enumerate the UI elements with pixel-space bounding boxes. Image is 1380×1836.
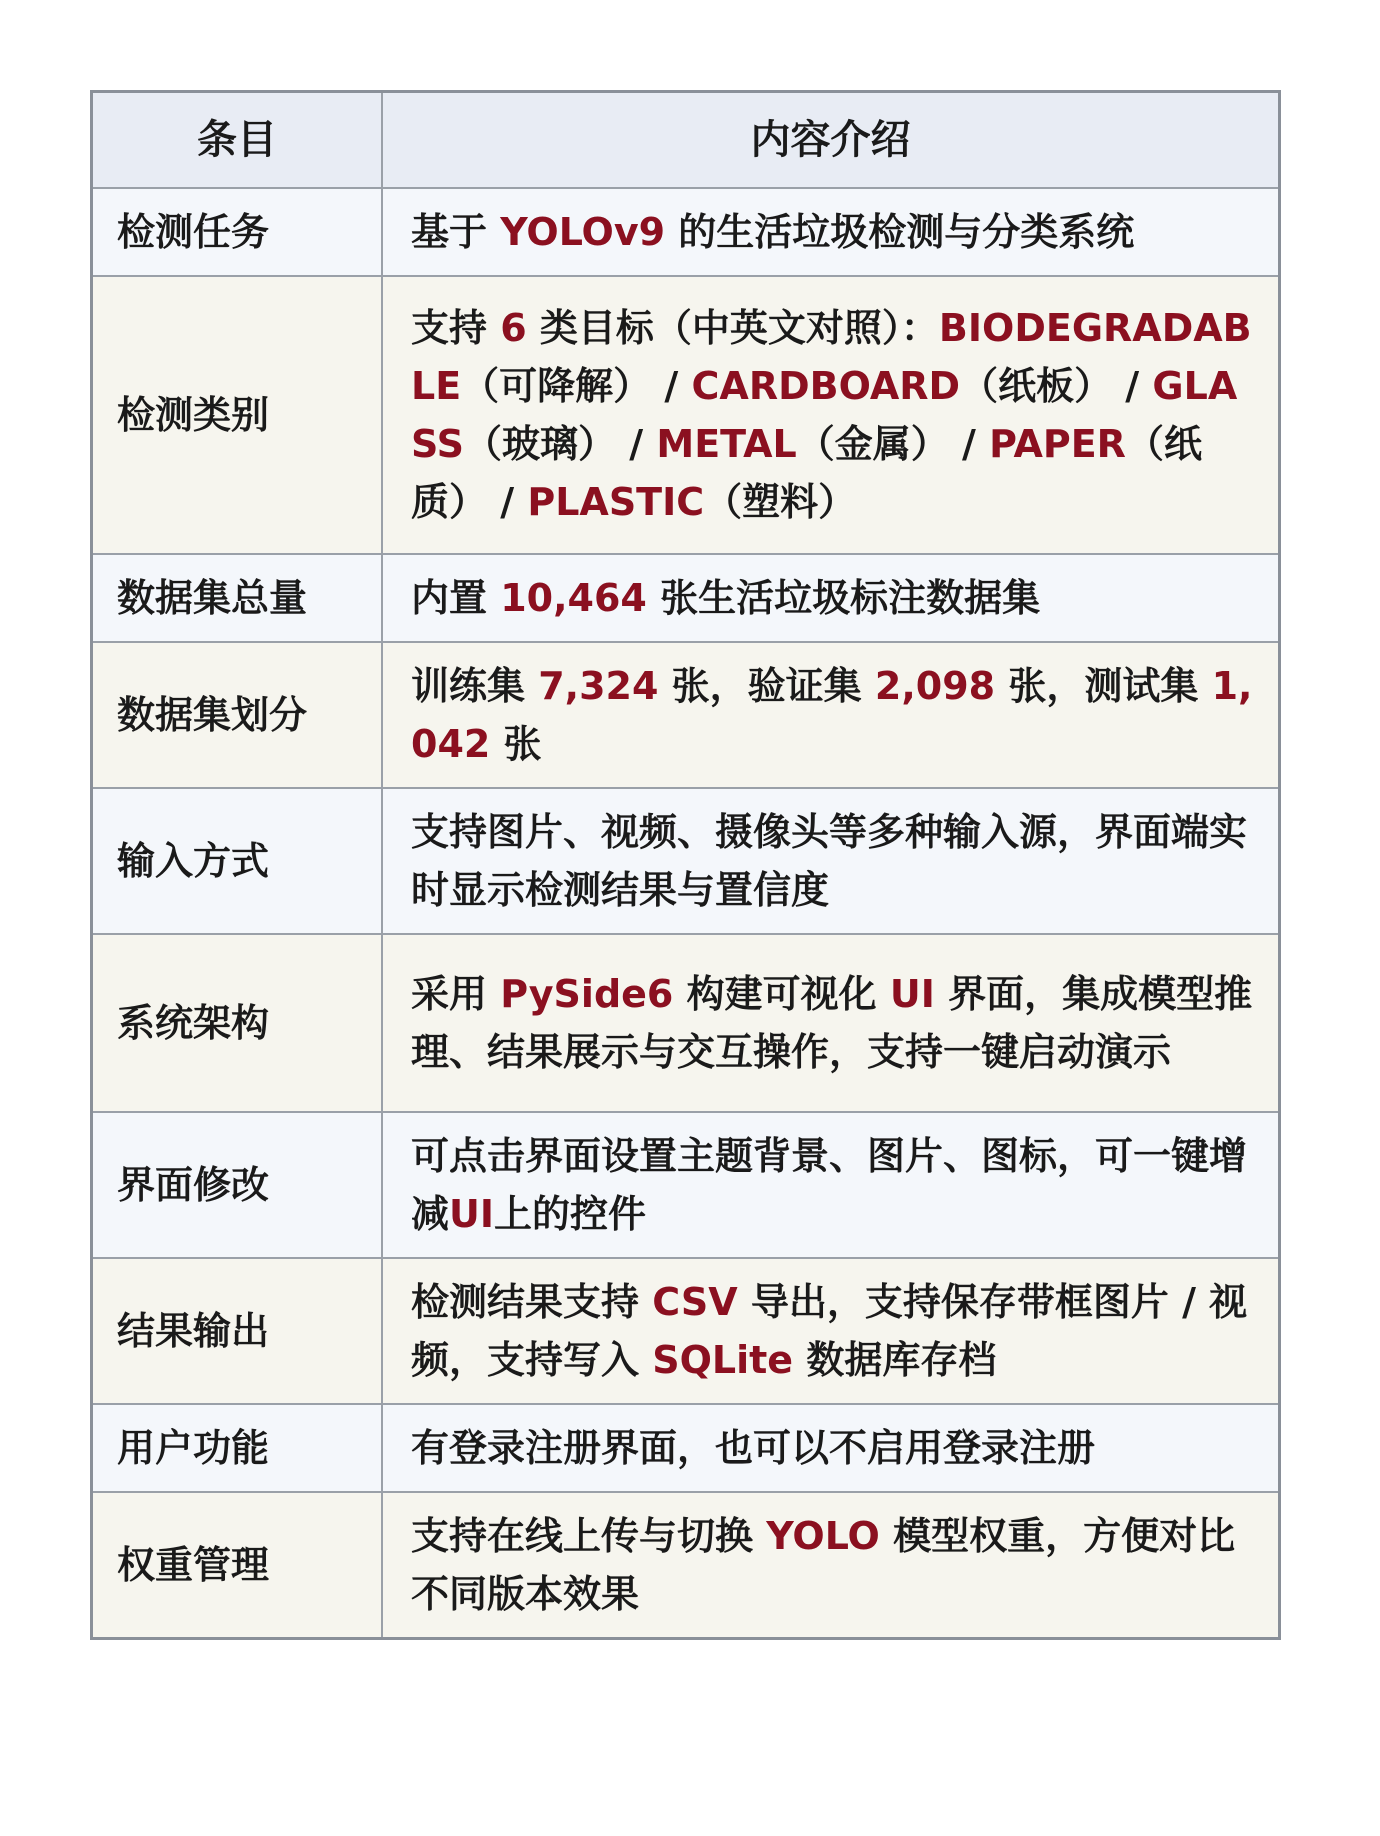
content-text: 采用 bbox=[411, 972, 501, 1016]
content-text: （塑料） bbox=[704, 480, 857, 524]
highlight-text: PAPER bbox=[989, 422, 1126, 466]
content-text: 界面，集成模型推理、结果展示与交互操作，支持一键启动演示 bbox=[411, 972, 1253, 1074]
row-item-label: 检测任务 bbox=[92, 188, 383, 276]
row-item-label: 用户功能 bbox=[92, 1404, 383, 1492]
row-content bbox=[382, 1258, 1280, 1404]
table-header-row bbox=[92, 92, 1280, 189]
content-text: 类目标（中英文对照）： bbox=[526, 306, 939, 350]
content-text: 支持图片、视频、摄像头等多种输入源，界面端实时显示检测结果与置信度 bbox=[411, 810, 1248, 912]
content-text: 有登录注册界面，也可以不启用登录注册 bbox=[411, 1426, 1096, 1470]
content-text: 支持在线上传与切换 bbox=[411, 1514, 767, 1558]
content-text: 训练集 bbox=[411, 664, 539, 708]
content-text: 张，验证集 bbox=[658, 664, 875, 708]
row-content bbox=[382, 934, 1280, 1112]
row-item-label: 权重管理 bbox=[92, 1492, 383, 1639]
feature-table bbox=[90, 90, 1281, 1640]
highlight-text: GLASS bbox=[411, 364, 1238, 466]
content-text: 支持 bbox=[411, 306, 501, 350]
table-row bbox=[92, 276, 1280, 554]
content-text: 张生活垃圾标注数据集 bbox=[646, 576, 1041, 620]
row-content bbox=[382, 642, 1280, 788]
row-content bbox=[382, 554, 1280, 642]
table-row bbox=[92, 642, 1280, 788]
content-text: 检测结果支持 bbox=[411, 1280, 653, 1324]
row-item-label: 检测类别 bbox=[92, 276, 383, 554]
header-item: 条目 bbox=[92, 92, 383, 189]
content-text: （纸质） / bbox=[411, 422, 1202, 524]
table-row bbox=[92, 554, 1280, 642]
row-item-label: 系统架构 bbox=[92, 934, 383, 1112]
highlight-text: METAL bbox=[656, 422, 797, 466]
content-text: 可点击界面设置主题背景、图片、图标，可一键增减 bbox=[411, 1134, 1248, 1236]
highlight-text: UI bbox=[449, 1192, 495, 1236]
content-text: 内置 bbox=[411, 576, 501, 620]
row-content bbox=[382, 1112, 1280, 1258]
highlight-text: 7,324 bbox=[538, 664, 659, 708]
row-item-label: 输入方式 bbox=[92, 788, 383, 934]
content-text: 模型权重，方便对比不同版本效果 bbox=[411, 1514, 1236, 1616]
content-text: 数据库存档 bbox=[793, 1338, 997, 1382]
row-item-label: 数据集划分 bbox=[92, 642, 383, 788]
content-text: 基于 bbox=[411, 210, 501, 254]
content-text: （纸板） / bbox=[960, 364, 1153, 408]
table-row bbox=[92, 1258, 1280, 1404]
content-text: 张 bbox=[490, 722, 542, 766]
content-text: 导出，支持保存带框图片 / 视频，支持写入 bbox=[411, 1280, 1248, 1382]
row-content bbox=[382, 276, 1280, 554]
table-row bbox=[92, 1492, 1280, 1639]
highlight-text: YOLO bbox=[766, 1514, 880, 1558]
table-row bbox=[92, 934, 1280, 1112]
row-content bbox=[382, 788, 1280, 934]
row-content bbox=[382, 1492, 1280, 1639]
highlight-text: CSV bbox=[652, 1280, 738, 1324]
row-content bbox=[382, 188, 1280, 276]
content-text: 构建可视化 bbox=[673, 972, 890, 1016]
content-text: 的生活垃圾检测与分类系统 bbox=[665, 210, 1135, 254]
highlight-text: PLASTIC bbox=[527, 480, 705, 524]
highlight-text: 2,098 bbox=[874, 664, 996, 708]
table-row bbox=[92, 1112, 1280, 1258]
content-text: （金属） / bbox=[796, 422, 990, 466]
row-item-label: 数据集总量 bbox=[92, 554, 383, 642]
row-content bbox=[382, 1404, 1280, 1492]
highlight-text: 10,464 bbox=[500, 576, 647, 620]
content-text: 上的控件 bbox=[494, 1192, 647, 1236]
content-text: （可降解） / bbox=[461, 364, 692, 408]
highlight-text: BIODEGRADABLE bbox=[411, 306, 1252, 408]
header-content: 内容介绍 bbox=[382, 92, 1280, 189]
table-row bbox=[92, 788, 1280, 934]
content-text: （玻璃） / bbox=[464, 422, 657, 466]
highlight-text: 1,042 bbox=[411, 664, 1253, 766]
highlight-text: CARDBOARD bbox=[691, 364, 961, 408]
table-row bbox=[92, 188, 1280, 276]
table-body bbox=[92, 188, 1280, 1639]
content-text: 张，测试集 bbox=[995, 664, 1212, 708]
row-item-label: 界面修改 bbox=[92, 1112, 383, 1258]
highlight-text: SQLite bbox=[652, 1338, 794, 1382]
highlight-text: 6 bbox=[500, 306, 527, 350]
highlight-text: UI bbox=[889, 972, 935, 1016]
highlight-text: PySide6 bbox=[500, 972, 674, 1016]
highlight-text: YOLOv9 bbox=[500, 210, 666, 254]
row-item-label: 结果输出 bbox=[92, 1258, 383, 1404]
table-row bbox=[92, 1404, 1280, 1492]
